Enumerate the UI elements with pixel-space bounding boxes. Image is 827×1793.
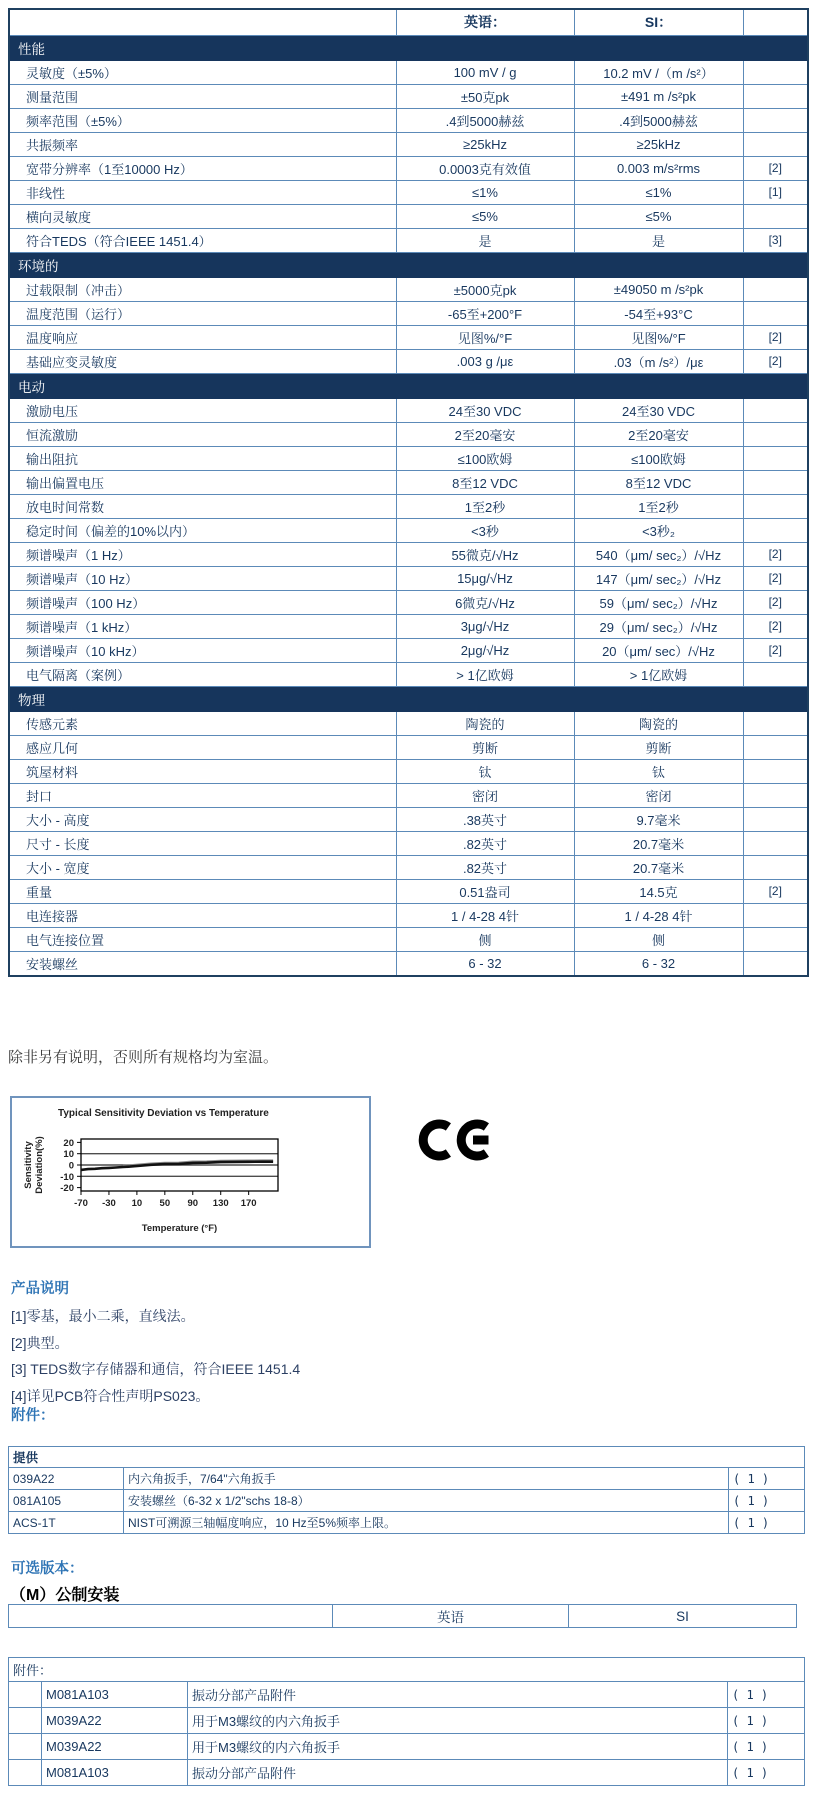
accessory-qty: ( 1 ) (728, 1760, 805, 1786)
spec-row (9, 301, 808, 325)
svg-text:50: 50 (159, 1198, 171, 1209)
spec-si-value: .03（m /s²）/με (574, 349, 743, 373)
spec-row (9, 783, 808, 807)
spec-english-value: ≤5% (396, 204, 574, 228)
accessory-description: 振动分部产品附件 (188, 1682, 728, 1708)
spec-header-row (9, 9, 808, 35)
spec-si-value: 540（μm/ sec₂）/√Hz (574, 542, 743, 566)
spec-row (9, 349, 808, 373)
sensitivity-deviation-chart (10, 1096, 371, 1248)
metric-acc-header: 附件： (9, 1658, 805, 1682)
accessory-row (9, 1708, 805, 1734)
spec-si-value: <3秒₂ (574, 518, 743, 542)
accessory-description: 用于M3螺纹的内六角扳手 (188, 1734, 728, 1760)
ce-mark-icon (416, 1114, 496, 1166)
spec-table-body (9, 35, 808, 976)
spec-si-value: 14.5克 (574, 879, 743, 903)
spec-label: 基础应变灵敏度 (9, 349, 396, 373)
product-note: [1]零基，最小二乘，直线法。 (11, 1308, 195, 1324)
spec-label: 共振频率 (9, 132, 396, 156)
supplied-header: 提供 (9, 1447, 805, 1468)
spec-row (9, 494, 808, 518)
spec-row (9, 638, 808, 662)
accessory-qty: ( 1 ) (729, 1490, 805, 1512)
spec-footnote (743, 204, 808, 228)
spec-label: 恒流激励 (9, 422, 396, 446)
accessory-model: 039A22 (9, 1468, 124, 1490)
spec-footnote (743, 711, 808, 735)
spec-footnote: [2] (743, 325, 808, 349)
section-row (9, 686, 808, 711)
spec-si-value: 59（μm/ sec₂）/√Hz (574, 590, 743, 614)
spec-si-value: 剪断 (574, 735, 743, 759)
spec-label: 重量 (9, 879, 396, 903)
svg-text:10: 10 (131, 1198, 143, 1209)
supplied-accessories-body (9, 1468, 805, 1534)
product-notes-list (11, 1303, 300, 1409)
product-note: [3] TEDS数字存储器和通信，符合IEEE 1451.4 (11, 1361, 301, 1377)
spec-si-value: ≤1% (574, 180, 743, 204)
spec-row (9, 228, 808, 252)
spec-row (9, 60, 808, 84)
section-row (9, 252, 808, 277)
spec-si-value: 9.7毫米 (574, 807, 743, 831)
spec-row (9, 518, 808, 542)
spec-english-value: 侧 (396, 927, 574, 951)
spec-label: 频率范围（±5%） (9, 108, 396, 132)
spec-row (9, 325, 808, 349)
spec-english-value: .4到5000赫兹 (396, 108, 574, 132)
spec-footnote (743, 60, 808, 84)
spec-row (9, 132, 808, 156)
accessory-lead-cell (9, 1708, 42, 1734)
spec-si-value: 20.7毫米 (574, 855, 743, 879)
spec-english-value: 0.51盎司 (396, 879, 574, 903)
spec-si-value: ≥25kHz (574, 132, 743, 156)
spec-row (9, 879, 808, 903)
svg-text:10: 10 (63, 1149, 74, 1161)
accessory-qty: ( 1 ) (728, 1734, 805, 1760)
accessory-row (9, 1490, 805, 1512)
spec-si-value: 见图%/°F (574, 325, 743, 349)
spec-label: 频谱噪声（100 Hz） (9, 590, 396, 614)
spec-footnote: [3] (743, 228, 808, 252)
spec-header-empty (9, 9, 396, 35)
svg-text:-10: -10 (60, 1171, 74, 1183)
spec-footnote (743, 301, 808, 325)
spec-si-value: > 1亿欧姆 (574, 662, 743, 686)
spec-si-value: ≤5% (574, 204, 743, 228)
spec-footnote (743, 831, 808, 855)
spec-footnote (743, 398, 808, 422)
spec-label: 放电时间常数 (9, 494, 396, 518)
spec-english-value: ≥25kHz (396, 132, 574, 156)
spec-footnote (743, 518, 808, 542)
supplied-accessories-table (8, 1446, 805, 1534)
spec-label: 电连接器 (9, 903, 396, 927)
section-title: 物理 (9, 686, 808, 711)
optional-versions-title: 可选版本： (11, 1561, 84, 1577)
section-row (9, 35, 808, 60)
accessory-model: M081A103 (42, 1682, 188, 1708)
spec-english-value: 钛 (396, 759, 574, 783)
spec-english-value: 0.0003克有效值 (396, 156, 574, 180)
svg-text:-70: -70 (74, 1198, 88, 1209)
metric-acc-header-row (9, 1658, 805, 1682)
spec-si-value: 陶瓷的 (574, 711, 743, 735)
spec-row (9, 277, 808, 301)
metric-header-row (9, 1605, 797, 1628)
spec-label: 安装螺丝 (9, 951, 396, 976)
spec-row (9, 156, 808, 180)
spec-row (9, 204, 808, 228)
spec-si-value: 20（μm/ sec）/√Hz (574, 638, 743, 662)
spec-row (9, 446, 808, 470)
section-row (9, 373, 808, 398)
accessory-qty: ( 1 ) (729, 1512, 805, 1534)
spec-footnote: [1] (743, 180, 808, 204)
spec-label: 频谱噪声（10 kHz） (9, 638, 396, 662)
accessory-lead-cell (9, 1760, 42, 1786)
spec-english-value: .82英寸 (396, 855, 574, 879)
spec-label: 封口 (9, 783, 396, 807)
spec-row (9, 951, 808, 976)
spec-row (9, 735, 808, 759)
spec-footnote: [2] (743, 614, 808, 638)
spec-si-value: 1至2秒 (574, 494, 743, 518)
spec-english-value: 1至2秒 (396, 494, 574, 518)
accessory-description: 用于M3螺纹的内六角扳手 (188, 1708, 728, 1734)
accessory-qty: ( 1 ) (728, 1708, 805, 1734)
spec-si-value: 1 / 4-28 4针 (574, 903, 743, 927)
spec-si-value: .4到5000赫兹 (574, 108, 743, 132)
spec-english-value: 55微克/√Hz (396, 542, 574, 566)
spec-footnote: [2] (743, 349, 808, 373)
metric-accessories-body (9, 1682, 805, 1786)
product-note: [4]详见PCB符合性声明PS023。 (11, 1387, 210, 1404)
spec-footnote: [2] (743, 542, 808, 566)
spec-si-value: 0.003 m/s²rms (574, 156, 743, 180)
spec-label: 尺寸 - 长度 (9, 831, 396, 855)
spec-si-value: 20.7毫米 (574, 831, 743, 855)
spec-english-value: 6微克/√Hz (396, 590, 574, 614)
spec-footnote (743, 927, 808, 951)
spec-footnote: [2] (743, 638, 808, 662)
chart-canvas (12, 1098, 369, 1246)
spec-english-value: 8至12 VDC (396, 470, 574, 494)
spec-english-value: 剪断 (396, 735, 574, 759)
spec-footnote (743, 470, 808, 494)
accessory-row (9, 1468, 805, 1490)
svg-text:-20: -20 (60, 1183, 74, 1195)
spec-label: 感应几何 (9, 735, 396, 759)
svg-text:90: 90 (187, 1198, 199, 1209)
svg-text:Deviation(%): Deviation(%) (34, 1136, 45, 1194)
spec-footnote (743, 84, 808, 108)
spec-row (9, 542, 808, 566)
spec-english-value: ±50克pk (396, 84, 574, 108)
spec-english-value: 2μg/√Hz (396, 638, 574, 662)
spec-si-value: -54至+93°C (574, 301, 743, 325)
metric-empty-cell (9, 1605, 333, 1628)
spec-si-value: ±491 m /s²pk (574, 84, 743, 108)
accessory-lead-cell (9, 1682, 42, 1708)
spec-footnote: [2] (743, 590, 808, 614)
spec-english-value: .82英寸 (396, 831, 574, 855)
spec-footnote (743, 494, 808, 518)
spec-label: 测量范围 (9, 84, 396, 108)
accessory-lead-cell (9, 1734, 42, 1760)
svg-text:Sensitivity: Sensitivity (23, 1141, 34, 1189)
spec-header-si: SI： (574, 9, 743, 35)
spec-si-value: 10.2 mV /（m /s²） (574, 60, 743, 84)
spec-footnote (743, 759, 808, 783)
spec-si-value: 24至30 VDC (574, 398, 743, 422)
spec-footnote (743, 132, 808, 156)
spec-english-value: 见图%/°F (396, 325, 574, 349)
metric-mount-table (8, 1604, 797, 1628)
spec-label: 频谱噪声（1 kHz） (9, 614, 396, 638)
spec-english-value: 3μg/√Hz (396, 614, 574, 638)
spec-label: 输出偏置电压 (9, 470, 396, 494)
section-title: 环境的 (9, 252, 808, 277)
spec-english-value: ≤1% (396, 180, 574, 204)
spec-si-value: 2至20毫安 (574, 422, 743, 446)
spec-label: 过载限制（冲击） (9, 277, 396, 301)
accessory-description: 安装螺丝（6-32 x 1/2"schs 18-8） (124, 1490, 729, 1512)
accessory-description: 内六角扳手，7/64"六角扳手 (124, 1468, 729, 1490)
spec-row (9, 180, 808, 204)
spec-row (9, 84, 808, 108)
spec-row (9, 108, 808, 132)
spec-si-value: 密闭 (574, 783, 743, 807)
accessory-row (9, 1512, 805, 1534)
svg-text:Typical Sensitivity Deviation: Typical Sensitivity Deviation vs Temperature (58, 1108, 269, 1119)
spec-footnote (743, 951, 808, 976)
spec-english-value: -65至+200°F (396, 301, 574, 325)
spec-si-value: 侧 (574, 927, 743, 951)
spec-label: 频谱噪声（10 Hz） (9, 566, 396, 590)
metric-mount-title: （M）公制安装 (10, 1587, 120, 1604)
spec-row (9, 855, 808, 879)
spec-row (9, 614, 808, 638)
spec-english-value: <3秒 (396, 518, 574, 542)
spec-label: 电气连接位置 (9, 927, 396, 951)
svg-text:Temperature (°F): Temperature (°F) (141, 1223, 218, 1234)
spec-footnote (743, 446, 808, 470)
spec-english-value: 24至30 VDC (396, 398, 574, 422)
section-title: 电动 (9, 373, 808, 398)
spec-footnote (743, 277, 808, 301)
spec-si-value: 钛 (574, 759, 743, 783)
spec-row (9, 398, 808, 422)
spec-row (9, 927, 808, 951)
spec-label: 频谱噪声（1 Hz） (9, 542, 396, 566)
accessory-description: NIST可溯源三轴幅度响应，10 Hz至5%频率上限。 (124, 1512, 729, 1534)
svg-text:170: 170 (240, 1198, 257, 1209)
spec-label: 非线性 (9, 180, 396, 204)
spec-label: 符合TEDS（符合IEEE 1451.4） (9, 228, 396, 252)
spec-label: 传感元素 (9, 711, 396, 735)
spec-english-value: 15μg/√Hz (396, 566, 574, 590)
spec-english-value: 密闭 (396, 783, 574, 807)
spec-header-english: 英语： (396, 9, 574, 35)
spec-label: 宽带分辨率（1至10000 Hz） (9, 156, 396, 180)
spec-row (9, 662, 808, 686)
spec-row (9, 711, 808, 735)
accessory-model: 081A105 (9, 1490, 124, 1512)
accessory-model: ACS-1T (9, 1512, 124, 1534)
spec-english-value: 2至20毫安 (396, 422, 574, 446)
spec-english-value: 6 - 32 (396, 951, 574, 976)
spec-si-value: 8至12 VDC (574, 470, 743, 494)
room-temperature-note: 除非另有说明，否则所有规格均为室温。 (8, 1049, 279, 1066)
spec-footnote (743, 108, 808, 132)
spec-footnote: [2] (743, 156, 808, 180)
spec-english-value: .003 g /με (396, 349, 574, 373)
spec-table (8, 8, 809, 977)
product-notes-title: 产品说明 (11, 1281, 69, 1297)
spec-footnote (743, 807, 808, 831)
spec-row (9, 470, 808, 494)
section-title: 性能 (9, 35, 808, 60)
metric-accessories-table (8, 1657, 805, 1786)
spec-footnote (743, 855, 808, 879)
spec-row (9, 759, 808, 783)
spec-row (9, 831, 808, 855)
spec-english-value: ±5000克pk (396, 277, 574, 301)
spec-footnote (743, 662, 808, 686)
svg-text:20: 20 (63, 1137, 74, 1149)
spec-header-footnote (743, 9, 808, 35)
spec-english-value: .38英寸 (396, 807, 574, 831)
product-note: [2]典型。 (11, 1334, 69, 1351)
spec-label: 大小 - 宽度 (9, 855, 396, 879)
spec-label: 温度响应 (9, 325, 396, 349)
spec-si-value: 147（μm/ sec₂）/√Hz (574, 566, 743, 590)
spec-english-value: 陶瓷的 (396, 711, 574, 735)
spec-label: 温度范围（运行） (9, 301, 396, 325)
spec-label: 横向灵敏度 (9, 204, 396, 228)
spec-english-value: 1 / 4-28 4针 (396, 903, 574, 927)
spec-label: 筑屋材料 (9, 759, 396, 783)
spec-label: 稳定时间（偏差的10%以内） (9, 518, 396, 542)
accessory-model: M039A22 (42, 1708, 188, 1734)
spec-si-value: 29（μm/ sec₂）/√Hz (574, 614, 743, 638)
metric-col-si: SI (569, 1605, 797, 1628)
accessory-qty: ( 1 ) (728, 1682, 805, 1708)
spec-label: 激励电压 (9, 398, 396, 422)
spec-footnote (743, 903, 808, 927)
spec-si-value: ≤100欧姆 (574, 446, 743, 470)
accessories-title: 附件： (11, 1408, 55, 1424)
spec-label: 大小 - 高度 (9, 807, 396, 831)
metric-col-english: 英语 (333, 1605, 569, 1628)
spec-footnote: [2] (743, 566, 808, 590)
spec-si-value: 是 (574, 228, 743, 252)
accessory-model: M039A22 (42, 1734, 188, 1760)
spec-row (9, 903, 808, 927)
spec-english-value: 是 (396, 228, 574, 252)
spec-footnote (743, 735, 808, 759)
svg-text:130: 130 (212, 1198, 229, 1209)
svg-text:0: 0 (68, 1160, 74, 1172)
spec-footnote (743, 422, 808, 446)
spec-row (9, 566, 808, 590)
accessory-qty: ( 1 ) (729, 1468, 805, 1490)
spec-row (9, 807, 808, 831)
spec-label: 灵敏度（±5%） (9, 60, 396, 84)
supplied-header-row (9, 1447, 805, 1468)
spec-si-value: 6 - 32 (574, 951, 743, 976)
spec-si-value: ±49050 m /s²pk (574, 277, 743, 301)
spec-row (9, 590, 808, 614)
accessory-row (9, 1682, 805, 1708)
spec-footnote: [2] (743, 879, 808, 903)
spec-english-value: > 1亿欧姆 (396, 662, 574, 686)
accessory-description: 振动分部产品附件 (188, 1760, 728, 1786)
spec-label: 输出阻抗 (9, 446, 396, 470)
accessory-model: M081A103 (42, 1760, 188, 1786)
spec-english-value: 100 mV / g (396, 60, 574, 84)
svg-text:-30: -30 (102, 1198, 116, 1209)
accessory-row (9, 1760, 805, 1786)
spec-row (9, 422, 808, 446)
accessory-row (9, 1734, 805, 1760)
spec-footnote (743, 783, 808, 807)
spec-english-value: ≤100欧姆 (396, 446, 574, 470)
spec-label: 电气隔离（案例） (9, 662, 396, 686)
